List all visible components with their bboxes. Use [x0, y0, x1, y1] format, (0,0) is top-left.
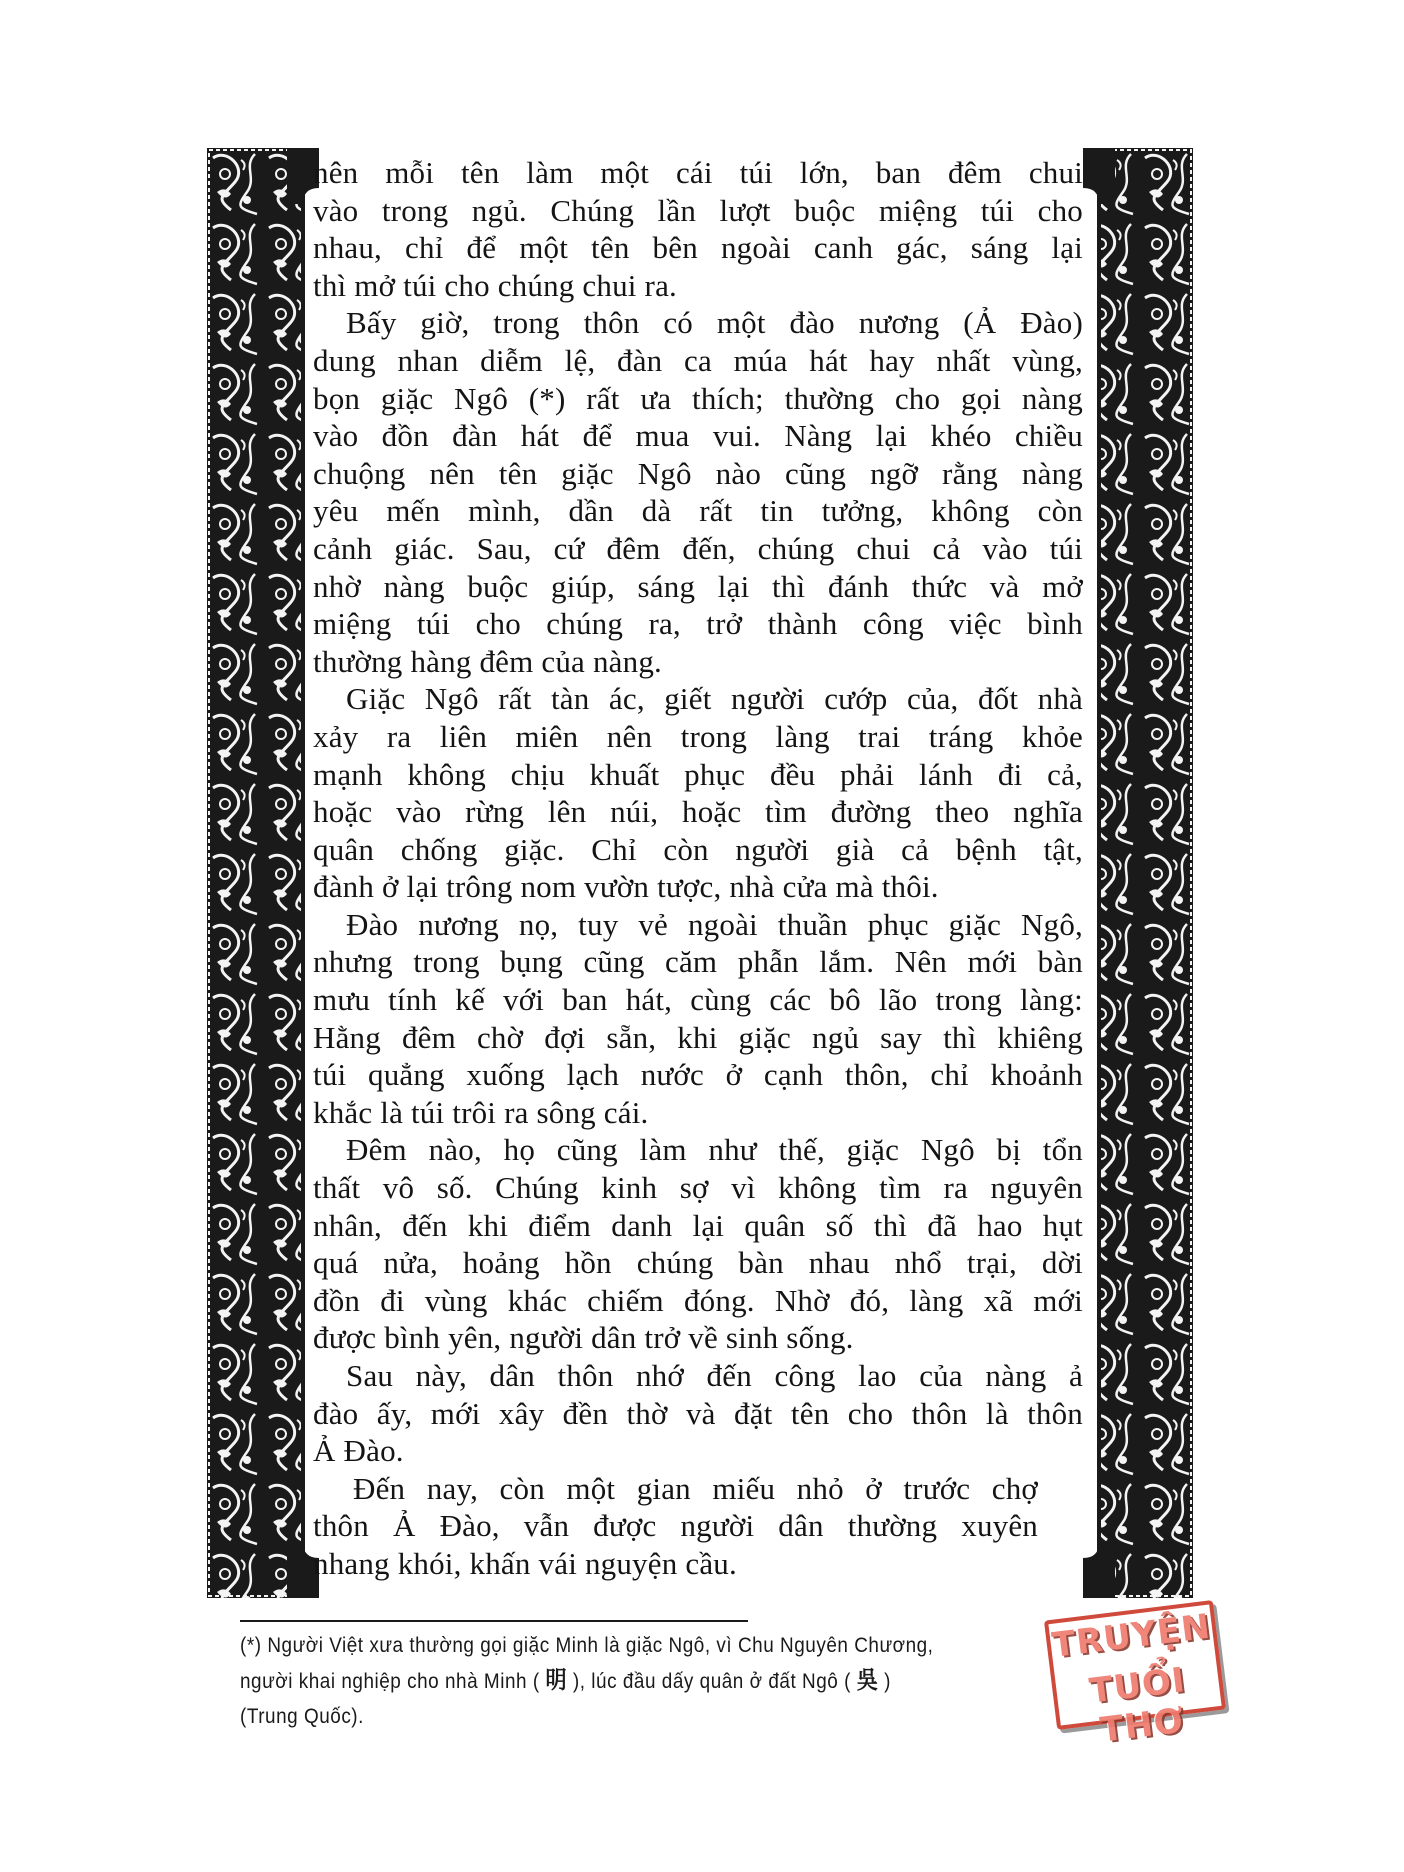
story-text — [313, 154, 1083, 1583]
text-line: nên mỗi tên làm một cái túi lớn, ban đêm chui — [313, 155, 1083, 190]
footnote-line: (*) Người Việt xưa thường gọi giặc Minh là giặc Ngô, vì Chu Nguyên Chương, — [240, 1633, 934, 1657]
text-line: vào đồn đàn hát để mua vui. Nàng lại khéo chiều — [313, 418, 1083, 454]
floral-pattern-icon — [207, 148, 319, 1598]
text-line: khắc là túi trôi ra sông cái. — [313, 1094, 649, 1130]
footnote-text: ), lúc đầu dấy quân ở đất Ngô ( — [567, 1669, 857, 1693]
right-ornamental-border — [1083, 148, 1193, 1598]
text-line: túi quẳng xuống lạch nước ở cạnh thôn, chỉ khoảnh — [313, 1057, 1083, 1093]
text-line: nhau, chỉ để một tên bên ngoài canh gác, sáng lại — [313, 230, 1083, 266]
footnote-divider — [240, 1620, 748, 1622]
text-line: yêu mến mình, dần dà rất tin tưởng, không còn — [313, 493, 1083, 529]
cjk-character-ngo: 吳 — [856, 1666, 879, 1694]
text-line: chuộng nên tên giặc Ngô nào cũng ngỡ rằng nàng — [313, 455, 1083, 491]
footnote-line — [240, 1663, 1058, 1699]
text-line: dung nhan diễm lệ, đàn ca múa hát hay nhất vùng, — [313, 342, 1083, 378]
text-line: miệng túi cho chúng ra, trở thành công việc bình — [313, 606, 1083, 642]
text-line: nhân, đến khi điểm danh lại quân số thì đã hao hụt — [313, 1207, 1083, 1243]
text-line: cảnh giác. Sau, cứ đêm đến, chúng chui cả vào túi — [313, 530, 1083, 566]
paragraph-start: Đêm nào, họ cũng làm như thế, giặc Ngô bị tổn — [346, 1132, 1083, 1168]
paragraph-start: Sau này, dân thôn nhớ đến công lao của nàng ả — [346, 1358, 1083, 1393]
text-line: mạnh không chịu khuất phục đều phải lánh đi cả, — [313, 756, 1083, 792]
text-line: được bình yên, người dân trở về sinh sống. — [313, 1320, 854, 1356]
text-line: nhờ nàng buộc giúp, sáng lại thì đánh thức và mở — [313, 568, 1083, 604]
text-line: xảy ra liên miên nên trong làng trai tráng khỏe — [313, 718, 1083, 754]
text-line: Ả Đào. — [313, 1433, 404, 1469]
text-line: đồn đi vùng khác chiếm đóng. Nhờ đó, làng xã mới — [313, 1282, 1083, 1318]
text-line: quân chống giặc. Chỉ còn người già cả bệnh tật, — [313, 831, 1083, 867]
text-line: đành ở lại trông nom vườn tược, nhà cửa mà thôi. — [313, 869, 939, 905]
text-line: thường hàng đêm của nàng. — [313, 643, 662, 679]
text-line: nhang khói, khấn vái nguyện cầu. — [313, 1545, 737, 1581]
text-line: thôn Ả Đào, vẫn được người dân thường xuyên — [313, 1508, 1038, 1544]
logo-text: TUỔI THƠ — [1087, 1660, 1188, 1751]
text-line: mưu tính kế với ban hát, cùng các bô lão trong làng: — [313, 982, 1083, 1018]
text-line: vào trong ngủ. Chúng lần lượt buộc miệng túi cho — [313, 192, 1083, 228]
left-ornamental-border — [207, 148, 319, 1598]
text-line: nhưng trong bụng cũng căm phẫn lắm. Nên mới bàn — [313, 944, 1083, 980]
footnote-text: người khai nghiệp cho nhà Minh ( — [240, 1669, 546, 1693]
text-line: bọn giặc Ngô (*) rất ưa thích; thường cho gọi nàng — [313, 380, 1083, 416]
paragraph-start: Đào nương nọ, tuy vẻ ngoài thuần phục giặc Ngô, — [346, 906, 1083, 942]
paragraph-start: Giặc Ngô rất tàn ác, giết người cướp của, đốt nhà — [346, 681, 1083, 717]
text-line: hoặc vào rừng lên núi, hoặc tìm đường theo nghĩa — [313, 794, 1083, 830]
paragraph-start: Đến nay, còn một gian miếu nhỏ ở trước chợ — [353, 1470, 1038, 1506]
footnote-line: (Trung Quốc). — [240, 1704, 364, 1728]
paragraph-start: Bấy giờ, trong thôn có một đào nương (Ả Đào) — [346, 305, 1083, 341]
cjk-character-minh: 明 — [545, 1666, 568, 1694]
footnote-text: ) — [878, 1669, 892, 1693]
logo-text: TRUYỆN — [1049, 1606, 1213, 1666]
text-line: quá nửa, hoảng hồn chúng bàn nhau nhổ trại, dời — [313, 1245, 1083, 1281]
text-line: thất vô số. Chúng kinh sợ vì không tìm ra nguyên — [313, 1170, 1083, 1206]
text-line: thì mở túi cho chúng chui ra. — [313, 267, 677, 303]
footnote — [240, 1628, 1058, 1734]
floral-pattern-icon — [1083, 148, 1193, 1598]
watermark-logo — [1044, 1600, 1226, 1751]
text-line: đào ấy, mới xây đền thờ và đặt tên cho thôn là thôn — [313, 1395, 1083, 1431]
text-line: Hằng đêm chờ đợi sẵn, khi giặc ngủ say thì khiêng — [313, 1019, 1083, 1055]
